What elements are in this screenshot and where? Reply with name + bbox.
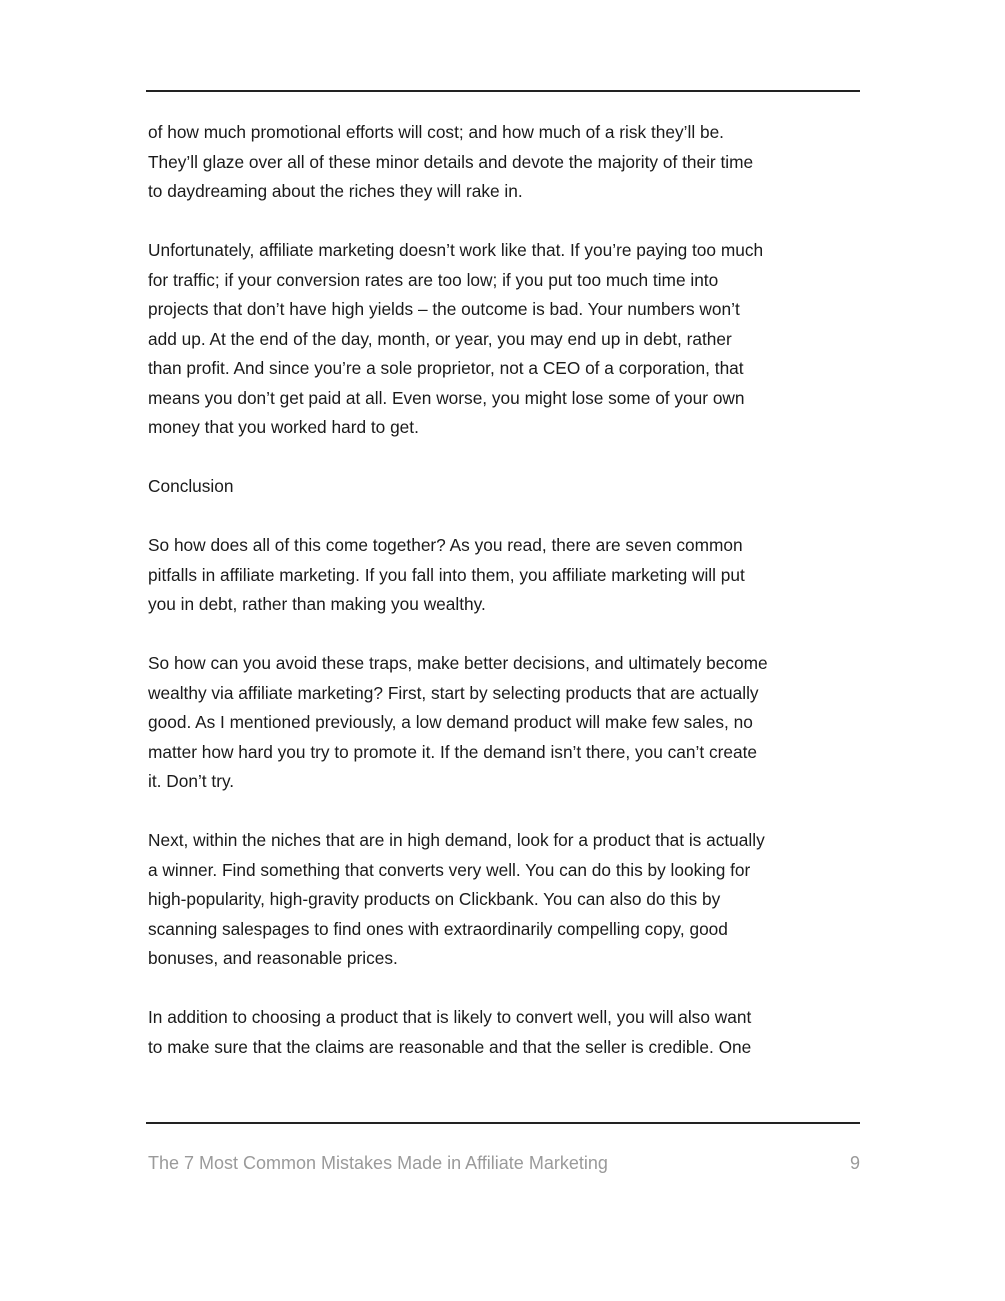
text-line: for traffic; if your conversion rates are too low; if you put too much time into [148,269,719,290]
text-line: They’ll glaze over all of these minor details and devote the majority of their time [148,151,754,172]
paragraph [148,649,868,797]
text-line: Next, within the niches that are in high demand, look for a product that is actually [148,830,765,850]
paragraph [148,826,868,974]
text-line: it. Don’t try. [148,771,235,791]
footer-divider [146,1122,860,1124]
text-line: of how much promotional efforts will cost; and how much of a risk they’ll be. [148,122,724,142]
text-line: pitfalls in affiliate marketing. If you fall into them, you affiliate marketing will put [148,564,745,585]
text-line: you in debt, rather than making you wealthy. [148,594,486,614]
text-line: high-popularity, high-gravity products on Clickbank. You can also do this by [148,889,721,909]
text-line: So how can you avoid these traps, make better decisions, and ultimately become [148,653,768,673]
text-line: to daydreaming about the riches they will rake in. [148,181,523,201]
text-line: Unfortunately, affiliate marketing doesn’t work like that. If you’re paying too much [148,240,764,260]
text-line: bonuses, and reasonable prices. [148,948,398,968]
paragraph [148,118,868,207]
document-body [148,118,868,1092]
paragraph [148,1003,868,1062]
text-line: than profit. And since you’re a sole proprietor, not a CEO of a corporation, that [148,358,744,378]
text-line: add up. At the end of the day, month, or year, you may end up in debt, rather [148,328,732,349]
text-line: means you don’t get paid at all. Even worse, you might lose some of your own [148,387,745,408]
text-line: a winner. Find something that converts very well. You can do this by looking for [148,859,751,880]
paragraph [148,531,868,620]
text-line: In addition to choosing a product that is likely to convert well, you will also want [148,1007,752,1027]
text-line: projects that don’t have high yields – the outcome is bad. Your numbers won’t [148,299,740,319]
page-number: 9 [849,1153,860,1173]
text-line: to make sure that the claims are reasonable and that the seller is credible. One [148,1036,752,1057]
text-line: matter how hard you try to promote it. If the demand isn’t there, you can’t create [148,741,757,762]
paragraph [148,236,868,443]
footer-title: The 7 Most Common Mistakes Made in Affiliate Marketing [148,1153,608,1173]
text-line: good. As I mentioned previously, a low demand product will make few sales, no [148,712,753,732]
text-line: So how does all of this come together? As you read, there are seven common [148,535,743,555]
text-line: wealthy via affiliate marketing? First, start by selecting products that are actually [148,682,759,703]
section-heading [148,472,868,502]
text-line: scanning salespages to find ones with extraordinarily compelling copy, good [148,918,728,939]
text-line: money that you worked hard to get. [148,417,419,437]
header-divider [146,90,860,92]
page-footer [148,1153,860,1174]
text-line: Conclusion [148,476,234,496]
